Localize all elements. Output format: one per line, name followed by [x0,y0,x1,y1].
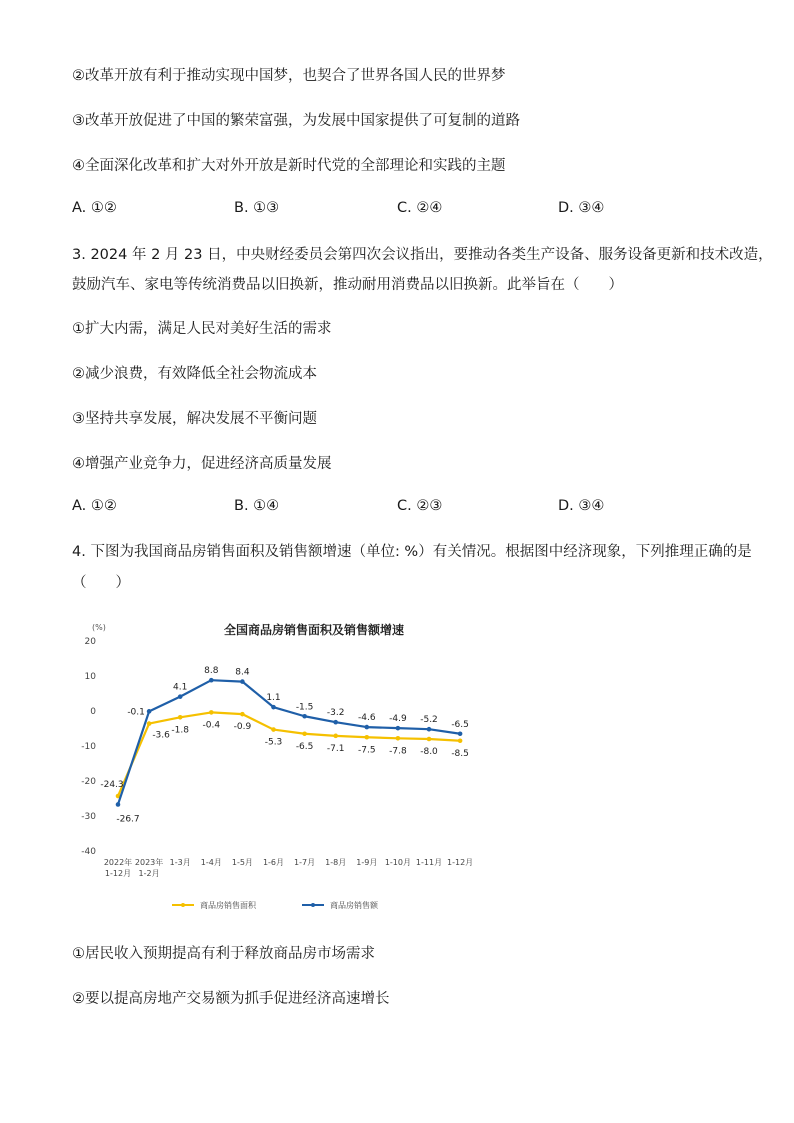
q3-option-a: A. ①② [72,498,117,514]
data-point [427,727,432,732]
data-label: -1.5 [295,702,314,713]
data-point [271,727,276,732]
q3-stem-line-2: 鼓励汽车、家电等传统消费品以旧换新，推动耐用消费品以旧换新。此举旨在（ ） [72,277,623,293]
data-point [333,734,338,739]
q3-item-1: ①扩大内需，满足人民对美好生活的需求 [72,321,332,337]
q4-item-1: ①居民收入预期提高有利于释放商品房市场需求 [72,946,375,962]
q2-item-3: ③改革开放促进了中国的繁荣富强，为发展中国家提供了可复制的道路 [72,113,520,129]
x-tick-label: 1-8月 [325,858,347,867]
legend-label: 商品房销售额 [330,901,378,910]
q3-option-c: C. ②③ [397,498,443,514]
sales-growth-chart [72,612,492,922]
data-label: 8.8 [204,666,219,677]
data-point [240,712,245,717]
q3-option-b: B. ①④ [234,498,280,514]
q4-stem-line-2: （ ） [72,575,130,591]
data-label: -4.9 [389,714,407,725]
data-point [209,678,214,683]
q2-options [72,200,732,220]
data-label: -0.4 [202,720,221,731]
data-point [178,694,183,699]
y-axis-unit-label: (%) [92,623,106,632]
q2-item-2: ②改革开放有利于推动实现中国梦，也契合了世界各国人民的世界梦 [72,68,506,84]
data-label: -24.3 [100,780,124,791]
x-tick-label: 1-4月 [200,858,222,867]
data-label: -5.3 [264,737,283,748]
x-tick-label: 1-3月 [169,858,191,867]
data-label: -8.5 [451,748,469,759]
q2-option-a: A. ①② [72,200,117,216]
y-tick-label: 10 [84,672,96,682]
x-tick-label: 1-11月 [415,858,443,867]
q3-options [72,498,732,518]
data-label: 1.1 [266,693,281,704]
data-point [147,721,152,726]
data-label: -26.7 [116,814,140,825]
data-label: -7.1 [326,743,345,754]
q3-stem-line-1: 3. 2024 年 2 月 23 日，中央财经委员会第四次会议指出，要推动各类生产设备、服务设备更新和技术改造， [72,247,773,263]
legend-marker [181,903,185,907]
data-point [458,731,463,736]
x-tick-label: 1-2月 [138,869,160,878]
legend-label: 商品房销售面积 [200,901,256,910]
q3-option-d: D. ③④ [558,498,605,514]
chart-container [72,612,492,922]
data-label: -7.8 [389,746,407,757]
data-point [365,735,370,740]
data-label: -4.6 [358,713,376,724]
x-tick-label: 2023年 [134,858,164,867]
data-point [458,738,463,743]
y-tick-label: -10 [81,742,96,752]
data-point [302,714,307,719]
data-label: -6.5 [451,719,469,730]
data-point [147,709,152,714]
series-line [118,712,460,796]
q4-stem-line-1: 4. 下图为我国商品房销售面积及销售额增速（单位: %）有关情况。根据图中经济现象，下列推理正确的是 [72,544,752,560]
x-tick-label: 1-12月 [104,869,132,878]
data-point [396,736,401,741]
data-label: -7.5 [358,745,376,756]
data-point [209,710,214,715]
y-tick-label: 0 [90,707,96,717]
x-tick-label: 2022年 [103,858,133,867]
x-tick-label: 1-5月 [231,858,253,867]
y-tick-label: -20 [81,777,96,787]
chart-title: 全国商品房销售面积及销售额增速 [223,623,405,637]
data-point [365,725,370,730]
y-tick-label: 20 [84,637,96,647]
q4-item-2: ②要以提高房地产交易额为抓手促进经济高速增长 [72,991,390,1007]
data-point [333,720,338,725]
x-tick-label: 1-10月 [384,858,411,867]
x-tick-label: 1-7月 [294,858,316,867]
q3-item-2: ②减少浪费，有效降低全社会物流成本 [72,366,317,382]
data-point [178,715,183,720]
q2-option-b: B. ①③ [234,200,280,216]
q3-item-4: ④增强产业竞争力，促进经济高质量发展 [72,456,332,472]
x-tick-label: 1-6月 [262,858,285,867]
data-label: -0.1 [127,707,145,718]
q2-option-c: C. ②④ [397,200,443,216]
data-label: -6.5 [295,741,314,752]
q2-item-4: ④全面深化改革和扩大对外开放是新时代党的全部理论和实践的主题 [72,158,506,174]
data-label: -1.8 [171,725,189,736]
data-point [302,731,307,736]
data-point [427,737,432,742]
data-label: 8.4 [235,667,250,678]
legend-marker [311,903,315,907]
data-point [116,802,121,807]
data-label: -8.0 [420,747,438,757]
data-label: -5.2 [420,715,438,726]
y-tick-label: -30 [81,812,96,822]
data-label: -0.9 [233,722,252,733]
data-label: -3.2 [326,708,345,719]
y-tick-label: -40 [81,847,96,857]
x-tick-label: 1-9月 [356,858,378,867]
data-label: -3.6 [152,730,170,741]
series-line [118,680,460,804]
data-point [396,726,401,731]
data-point [240,679,245,684]
q3-item-3: ③坚持共享发展，解决发展不平衡问题 [72,411,317,427]
data-label: 4.1 [173,682,188,693]
x-tick-label: 1-12月 [447,858,474,867]
data-point [271,705,276,710]
q2-option-d: D. ③④ [558,200,605,216]
